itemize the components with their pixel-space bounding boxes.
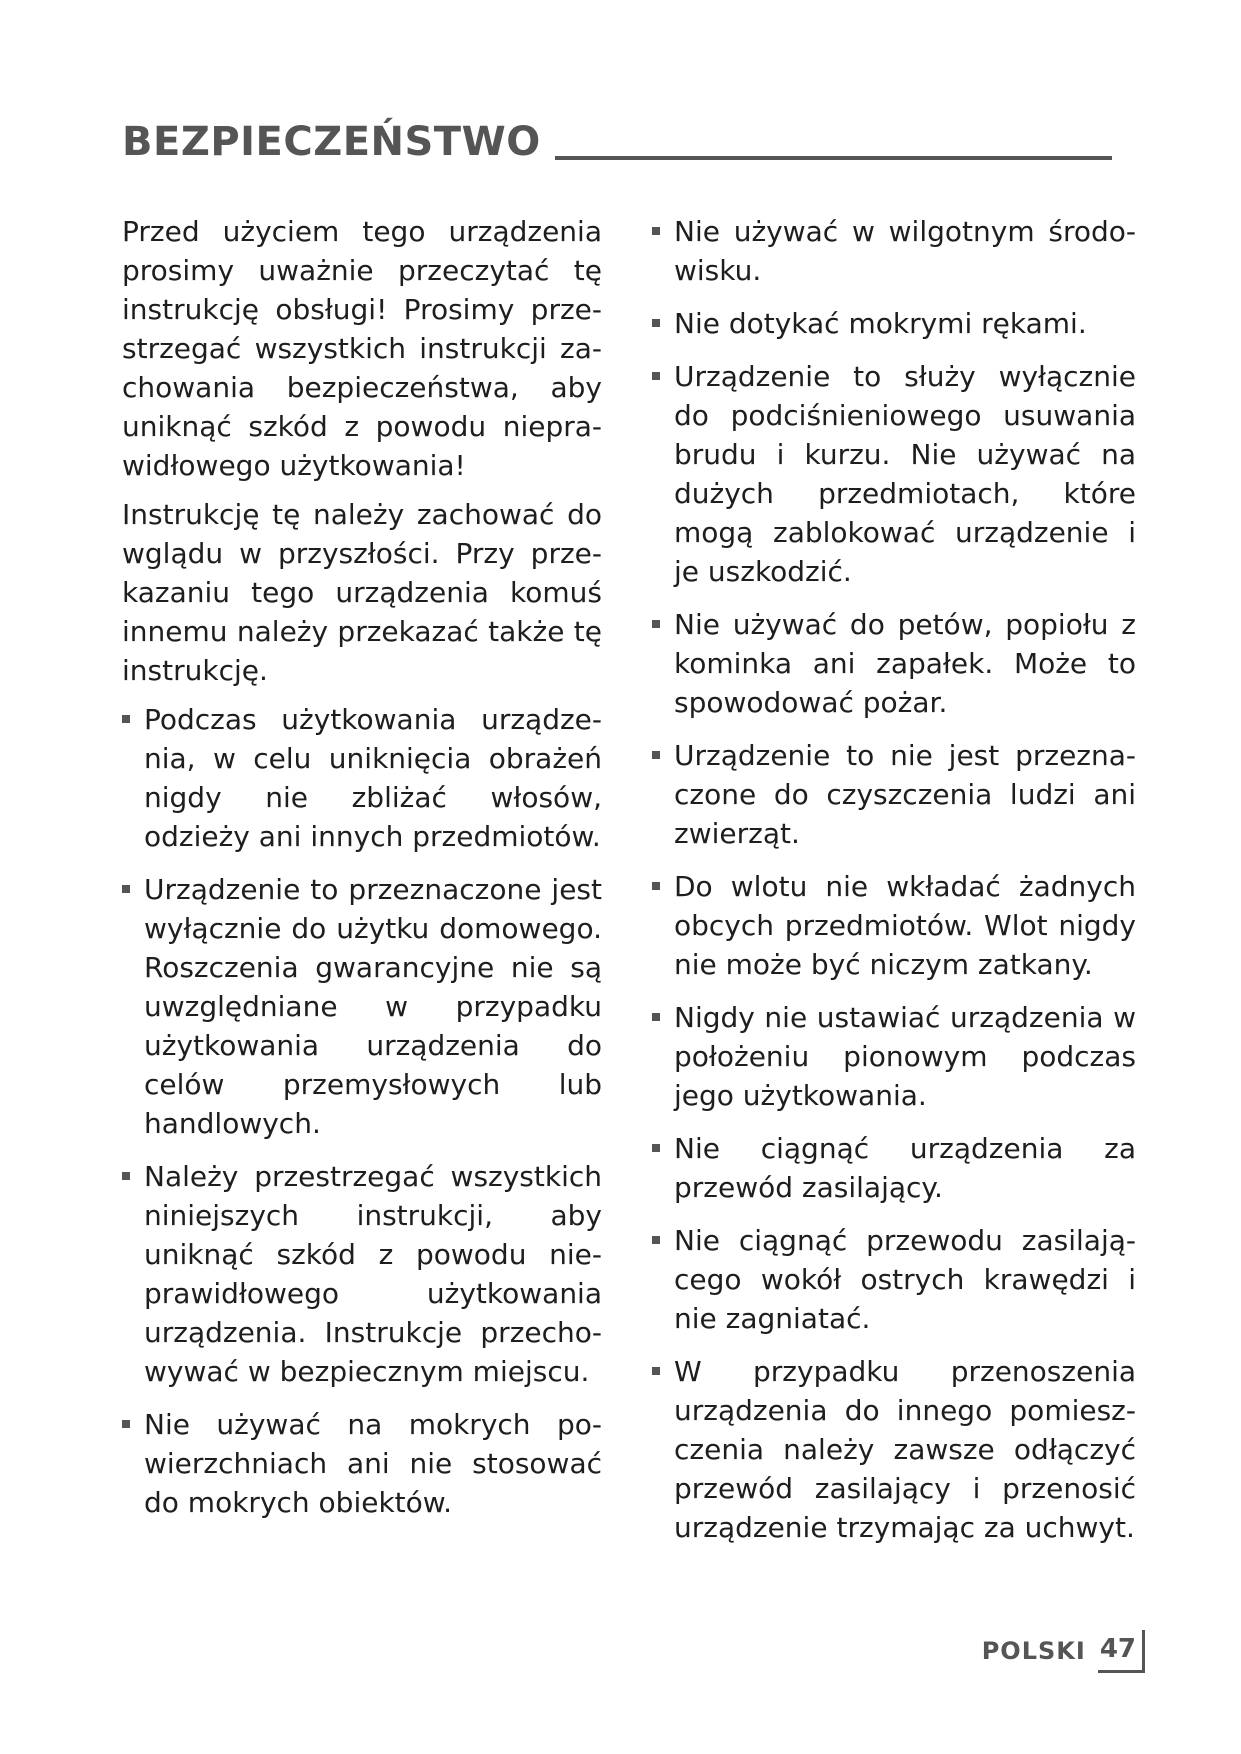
list-item <box>652 998 1136 1115</box>
list-item-text: Należy przestrzegać wszystkich niniejszych instrukcji, aby uniknąć szkód z powodu nieprawidłowego użytkowania urządzenia. Instrukcje przechowywać w bezpiecznym miejscu. <box>144 1160 602 1388</box>
list-item-text: Urządzenie to przeznaczone jest wyłącznie do użytku domowego. Roszczenia gwarancyjne nie są uwzględniane w przypadku użytkowania urządzenia do celów przemysłowych lub handlowych. <box>144 873 602 1140</box>
square-bullet-icon <box>652 751 660 759</box>
list-item <box>652 1352 1136 1547</box>
square-bullet-icon <box>652 1367 660 1375</box>
list-item <box>122 1405 602 1522</box>
list-item <box>652 357 1136 591</box>
list-item <box>652 1129 1136 1207</box>
square-bullet-icon <box>652 1013 660 1021</box>
page-footer <box>960 1628 1145 1674</box>
footer-language: POLSKI <box>981 1637 1086 1665</box>
list-item-text: Do wlotu nie wkładać żadnych obcych przedmiotów. Wlot nigdy nie może być niczym zatkany. <box>674 870 1136 981</box>
right-safety-list <box>652 212 1136 1547</box>
list-item-text: Urządzenie to nie jest przeznaczone do czyszczenia ludzi ani zwierząt. <box>674 739 1136 850</box>
list-item-text: Nie używać w wilgotnym środowisku. <box>674 215 1136 287</box>
page-title: BEZPIECZEŃSTWO <box>122 119 541 165</box>
title-rule <box>555 156 1112 160</box>
right-column <box>652 212 1136 1561</box>
square-bullet-icon <box>652 319 660 327</box>
list-item <box>652 1221 1136 1338</box>
list-item <box>122 870 602 1143</box>
section-header <box>122 112 1112 166</box>
square-bullet-icon <box>122 1420 130 1428</box>
intro-paragraph-2: Instrukcję tę należy zachować do wglądu w przyszłości. Przy przekazaniu tego urządzenia komuś innemu należy przekazać także tę instrukcję. <box>122 498 602 687</box>
list-item-text: Nie ciągnąć urządzenia za przewód zasilający. <box>674 1132 1136 1204</box>
square-bullet-icon <box>122 715 130 723</box>
intro-paragraph-1: Przed użyciem tego urządzenia prosimy uważnie przeczytać tę instrukcję obsługi! Prosimy przestrzegać wszystkich instrukcji zachowania bezpieczeństwa, aby uniknąć szkód z powodu nieprawidłowego użytkowania! <box>122 215 602 482</box>
list-item-text: Nie używać na mokrych powierzchniach ani nie stosować do mokrych obiektów. <box>144 1408 602 1519</box>
list-item <box>122 1157 602 1391</box>
list-item <box>652 212 1136 290</box>
square-bullet-icon <box>652 1236 660 1244</box>
square-bullet-icon <box>652 227 660 235</box>
square-bullet-icon <box>652 372 660 380</box>
list-item-text: Nigdy nie ustawiać urządzenia w położeniu pionowym podczas jego użytkowania. <box>674 1001 1136 1112</box>
list-item-text: Podczas użytkowania urządzenia, w celu uniknięcia obrażeń nigdy nie zbliżać włosów, odzieży ani innych przedmiotów. <box>144 703 602 853</box>
square-bullet-icon <box>122 885 130 893</box>
list-item <box>652 867 1136 984</box>
left-safety-list <box>122 700 602 1522</box>
list-item-text: Urządzenie to służy wyłącznie do podciśnieniowego usuwania brudu i kurzu. Nie używać na dużych przedmiotach, które mogą zablokować urządzenie i je uszkodzić. <box>674 360 1136 588</box>
square-bullet-icon <box>652 620 660 628</box>
list-item-text: Nie dotykać mokrymi rękami. <box>674 307 1087 340</box>
page-number: 47 <box>1098 1630 1145 1673</box>
list-item <box>652 605 1136 722</box>
square-bullet-icon <box>122 1172 130 1180</box>
list-item <box>652 304 1136 343</box>
list-item-text: W przypadku przenoszenia urządzenia do innego pomieszczenia należy zawsze odłączyć przewód zasilający i przenosić urządzenie trzymając za uchwyt. <box>674 1355 1136 1544</box>
square-bullet-icon <box>652 882 660 890</box>
list-item-text: Nie ciągnąć przewodu zasilającego wokół ostrych krawędzi i nie zagniatać. <box>674 1224 1136 1335</box>
list-item <box>122 700 602 856</box>
square-bullet-icon <box>652 1144 660 1152</box>
list-item <box>652 736 1136 853</box>
left-column <box>122 212 602 1536</box>
list-item-text: Nie używać do petów, popiołu z kominka ani zapałek. Może to spowodować pożar. <box>674 608 1136 719</box>
